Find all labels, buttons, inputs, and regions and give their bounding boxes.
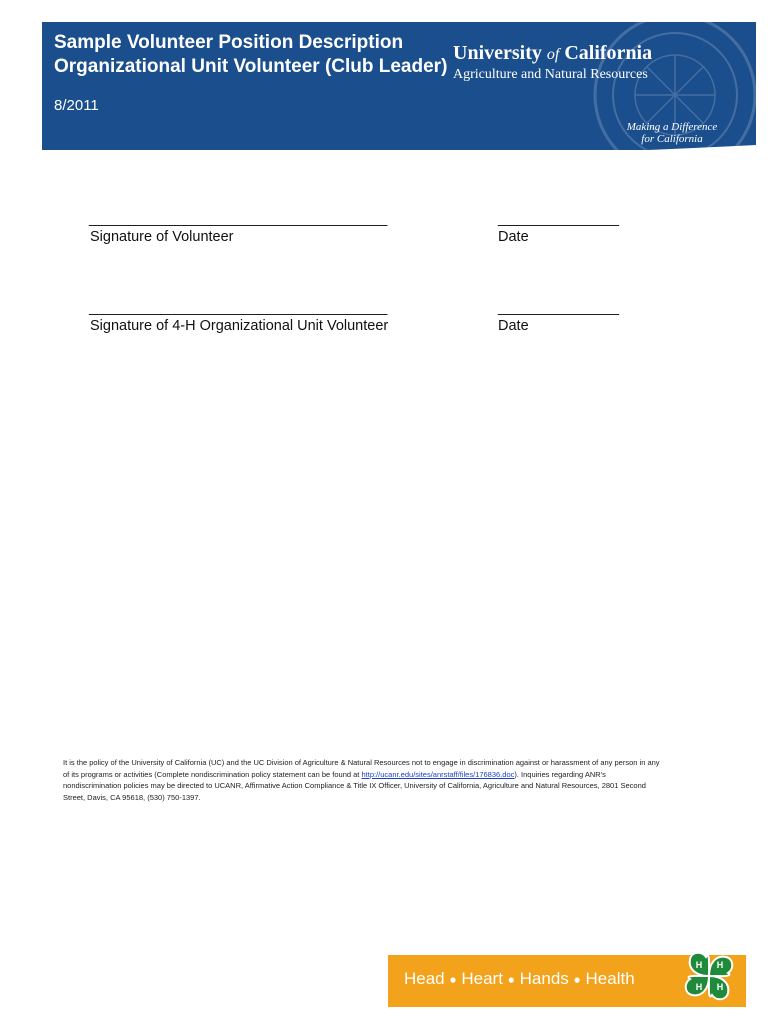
tagline-line-1: Making a Difference: [626, 121, 718, 133]
motto-health: Health: [585, 969, 635, 988]
bullet-icon: ●: [573, 972, 581, 987]
motto-head: Head: [404, 969, 445, 988]
clover-h-1: H: [695, 960, 703, 970]
four-h-clover-icon: [678, 945, 740, 1007]
volunteer-signature-blank: _____________________________________: [89, 211, 388, 227]
nondiscrimination-policy: [63, 757, 663, 803]
header-banner: [42, 22, 756, 150]
leader-date-blank: _______________: [498, 300, 619, 316]
policy-text-before: It is the policy of the University of California (UC) and the UC Division of Agriculture & Natural Resources not to engage in discrimination against or harassment of any person in any of its programs or activities (Complete nondiscrimination policy statement can be found at: [63, 758, 660, 779]
uc-wordmark-university: University: [453, 42, 542, 64]
volunteer-signature-label: Signature of Volunteer: [90, 229, 234, 245]
volunteer-date-blank: _______________: [498, 211, 619, 227]
policy-text-after: ). Inquiries regarding ANR's nondiscrimination policies may be directed to UCANR, Affirmative Action Compliance & Title IX Officer, University of California, Agriculture and Natural Resources, 2801 Second Street, Davis, CA 95618, (530) 750-1397.: [63, 769, 646, 802]
revision-date: 8/2011: [54, 97, 99, 114]
uc-wordmark-california: California: [564, 42, 653, 64]
leader-date-label: Date: [498, 318, 529, 334]
leader-signature-blank: _____________________________________: [89, 300, 388, 316]
anr-name: Agriculture and Natural Resources: [453, 67, 648, 82]
clover-h-4: H: [695, 982, 703, 992]
uc-wordmark-of: of: [546, 46, 560, 63]
motto-hands: Hands: [519, 969, 569, 988]
motto-heart: Heart: [461, 969, 503, 988]
title-line-1: Sample Volunteer Position Description: [54, 32, 404, 53]
uc-wordmark: [453, 42, 652, 65]
policy-link[interactable]: http://ucanr.edu/sites/anrstaff/files/176836.doc: [361, 769, 515, 779]
motto-text: [404, 969, 635, 989]
title-line-2: Organizational Unit Volunteer (Club Leader): [54, 56, 448, 77]
document-title: [54, 31, 447, 79]
leader-signature-label: Signature of 4-H Organizational Unit Volunteer: [90, 318, 389, 334]
tagline-line-2: for California: [641, 133, 703, 145]
bullet-icon: ●: [449, 972, 457, 987]
clover-h-3: H: [716, 982, 724, 992]
volunteer-date-label: Date: [498, 229, 529, 245]
bullet-icon: ●: [507, 972, 515, 987]
tagline: [612, 121, 732, 145]
clover-h-2: H: [716, 960, 724, 970]
